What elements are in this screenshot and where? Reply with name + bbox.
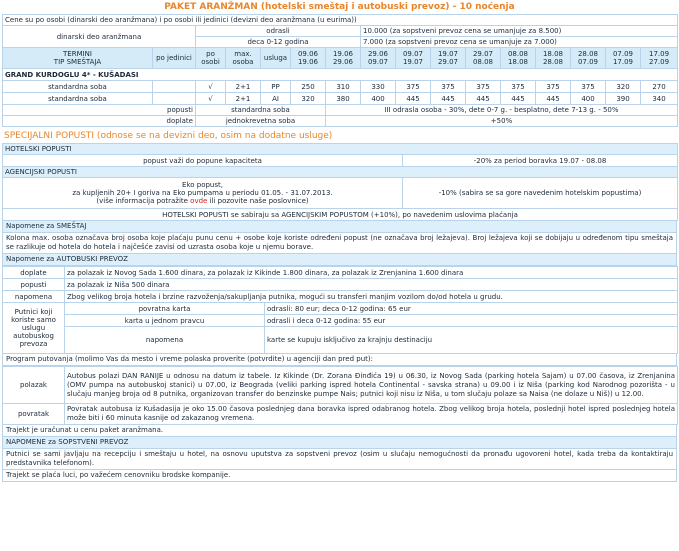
price-cell: 390	[606, 93, 641, 105]
date-from: 29.06	[367, 50, 389, 58]
date-to: 27.09	[648, 58, 670, 66]
date-from: 07.09	[612, 50, 634, 58]
room-jedinici	[153, 93, 196, 105]
room-type: standardna soba	[3, 93, 153, 105]
price-cell: 250	[291, 81, 326, 93]
date-col	[361, 48, 396, 69]
sopstveni-text: Putnici se sami javljaju na recepciju i smeštaju u hotel, na osnovu uputstva za sopstveni prevoz (osim u slučaju nemogućnosti da pronađu ugovoreni hotel, kada treba da kontaktiraju predstavnika telefonom).	[2, 449, 677, 470]
eko-info-a: (više informacija potražite	[96, 197, 191, 205]
intro-text: Cene su po osobi (dinarski deo aranžmana) i po osobi ili jedinici (devizni deo aranžmana (u eurima))	[3, 15, 678, 26]
jedan-label: karta u jednom pravcu	[65, 315, 265, 327]
agencijski-right: -10% (sabira se sa gore navedenim hotelskim popustima)	[403, 178, 678, 209]
date-col	[641, 48, 678, 69]
price-cell: 380	[326, 93, 361, 105]
date-from: 18.08	[542, 50, 564, 58]
price-cell: 320	[291, 93, 326, 105]
price-cell: 375	[431, 81, 466, 93]
price-cell: 375	[466, 81, 501, 93]
ovde-link[interactable]: ovde	[190, 197, 208, 205]
special-title: SPECIJALNI POPUSTI (odnose se na devizni deo, osim na dodatne usluge)	[4, 131, 333, 141]
polazak-text: Autobus polazi DAN RANIJE u odnosu na datum iz tabele. Iz Kikinde (Dr. Zorana Đinđića 19) u 06.30, iz Novog Sada (parking hotela Sajam) u 07.00 časova, iz Zrenjanina (OMV pumpa na autobuskoj stanici) u 07.00, iz Beograda (veliki parking ispred hotela Continental - savska strana) u 09.00 i iz Niša (parking kod Narodnog pozorišta - u slučaju manjeg broja od 8 putnika, organizovan transfer do benzinske pumpe Nais; putnici koji nisu iz Niša, u tom slučaju polaze sa Naisa (ne dolaze u Niš)) u 12.00.	[65, 367, 678, 404]
room-max: 2+1	[226, 93, 261, 105]
prevoz-doplate-text: za polazak iz Novog Sada 1.600 dinara, za polazak iz Kikinde 1.800 dinara, za polazak iz Zrenjanina 1.600 dinara	[65, 267, 678, 279]
date-to: 17.09	[612, 58, 634, 66]
prevoz-table	[2, 266, 678, 354]
date-from: 19.06	[332, 50, 354, 58]
povratak-label: povratak	[3, 404, 65, 425]
putnici-nap-label: napomena	[65, 327, 265, 354]
povratak-text: Povratak autobusa iz Kušadasija je oko 15.00 časova poslednjeg dana boravka ispred odabranog hotela. Zbog velikog broja hotela, poslednji hotel ispred poslednjeg hotela može biti i 60 minuta kasnije od zakazanog vremena.	[65, 404, 678, 425]
room-type: standardna soba	[3, 81, 153, 93]
hotel-name: GRAND KURDOGLU 4* - KUŠADASI	[3, 69, 678, 81]
date-to: 08.08	[472, 58, 494, 66]
date-col	[536, 48, 571, 69]
special-table	[2, 143, 678, 221]
price-cell: 400	[361, 93, 396, 105]
header-po-osobi: po osobi	[196, 48, 226, 69]
date-col	[431, 48, 466, 69]
date-from: 19.07	[437, 50, 459, 58]
price-cell: 445	[396, 93, 431, 105]
room-row-ai	[3, 93, 678, 105]
price-cell: 375	[501, 81, 536, 93]
date-from: 08.08	[507, 50, 529, 58]
date-from: 28.08	[577, 50, 599, 58]
date-col	[291, 48, 326, 69]
povratna-label: povratna karta	[65, 303, 265, 315]
eko-info	[5, 197, 400, 205]
tip-label: TIP SMEŠTAJA	[53, 58, 102, 66]
prevoz-doplate-label: doplate	[3, 267, 65, 279]
date-col	[466, 48, 501, 69]
popusti-label: popusti	[3, 105, 196, 116]
putnici-label: Putnici koji koriste samo uslugu autobuskog prevoza	[3, 303, 65, 354]
price-cell: 320	[606, 81, 641, 93]
date-to: 07.09	[577, 58, 599, 66]
price-text: 10.000 (za sopstveni prevoz cena se umanjuje za 8.500)	[361, 26, 678, 37]
date-from: 09.06	[297, 50, 319, 58]
price-text: 7.000 (za sopstveni prevoz cena se umanjuje za 7.000)	[361, 37, 678, 48]
price-cell: 330	[361, 81, 396, 93]
price-cell: 445	[501, 93, 536, 105]
price-cell: 400	[571, 93, 606, 105]
polazak-label: polazak	[3, 367, 65, 404]
date-col	[326, 48, 361, 69]
eko-title: Eko popust,	[182, 181, 223, 189]
date-col	[571, 48, 606, 69]
price-cell: 375	[571, 81, 606, 93]
program-text: Program putovanja (molimo Vas da mesto i vreme polaska proverite (potvrdite) u agenciji dan pred put):	[2, 354, 677, 366]
doplate-label: doplate	[3, 116, 196, 127]
hotelski-right: -20% za period boravka 19.07 - 08.08	[403, 155, 678, 167]
povratna-text: odrasli: 80 eur; deca 0-12 godina: 65 eur	[265, 303, 678, 315]
price-cell: 310	[326, 81, 361, 93]
room-osobi: √	[196, 93, 226, 105]
eko-info-c: ili pozovite naše poslovnice)	[207, 197, 309, 205]
price-cell: 340	[641, 93, 678, 105]
header-po-jedinici: po jedinici	[153, 48, 196, 69]
popusti-room: standardna soba	[196, 105, 326, 116]
prevoz-napomena-text: Zbog velikog broja hotela i brzine razvoženja/sakupljanja putnika, mogući su transferi manjim vozilom do/od hotela u grudu.	[65, 291, 678, 303]
dinarski-label: dinarski deo aranžmana	[3, 26, 196, 48]
sopstveni-label: NAPOMENE za SOPSTVENI PREVOZ	[2, 437, 677, 449]
price-cell: 445	[431, 93, 466, 105]
date-to: 29.06	[332, 58, 354, 66]
smestaj-text: Kolona max. osoba označava broj osoba koje plaćaju punu cenu + osobe koje koriste određeni popust (ne označava broj ležajeva). Broj ležajeva koji se dobijaju u određenom tipu smeštaja se razlikuje od hotela do hotela i najčešće zavisi od uzrasta osoba koje u njemu borave.	[2, 233, 677, 254]
agencijski-left	[3, 178, 403, 209]
sabira-text: HOTELSKI POPUSTI se sabiraju sa AGENCIJSKIM POPUSTOM (+10%), po navedenim uslovima plaćanja	[3, 209, 678, 221]
room-row-pp	[3, 81, 678, 93]
room-jedinici	[153, 81, 196, 93]
room-max: 2+1	[226, 81, 261, 93]
header-usluga: usluga	[261, 48, 291, 69]
price-cell: 445	[536, 93, 571, 105]
popusti-text: III odrasla osoba - 30%, dete 0-7 g. - besplatno, dete 7-13 g. - 50%	[326, 105, 678, 116]
doplate-room: jednokrevetna soba	[196, 116, 326, 127]
header-termini	[3, 48, 153, 69]
date-to: 19.06	[297, 58, 319, 66]
date-to: 18.08	[507, 58, 529, 66]
date-to: 19.07	[402, 58, 424, 66]
date-from: 09.07	[402, 50, 424, 58]
prevoz-napomena-label: napomena	[3, 291, 65, 303]
prevoz-popusti-label: popusti	[3, 279, 65, 291]
header-max-osoba: max. osoba	[226, 48, 261, 69]
prevoz-popusti-text: za polazak iz Niša 500 dinara	[65, 279, 678, 291]
date-from: 29.07	[472, 50, 494, 58]
jedan-text: odrasli i deca 0-12 godina: 55 eur	[265, 315, 678, 327]
putnici-nap-text: karte se kupuju isključivo za krajnju destinaciju	[265, 327, 678, 354]
room-osobi: √	[196, 81, 226, 93]
hotelski-label: HOTELSKI POPUSTI	[3, 144, 678, 155]
date-from: 17.09	[648, 50, 670, 58]
price-cell: 375	[396, 81, 431, 93]
agencijski-label: AGENCIJSKI POPUSTI	[3, 167, 678, 178]
offer-page	[2, 0, 677, 482]
room-usluga: PP	[261, 81, 291, 93]
trajekt-text: Trajekt je uračunat u cenu paket aranžmana.	[2, 425, 677, 437]
page-title: PAKET ARANŽMAN (hotelski smeštaj i autobuski prevoz) - 10 noćenja	[164, 2, 515, 12]
date-col	[396, 48, 431, 69]
price-who: odrasli	[196, 26, 361, 37]
date-to: 29.07	[437, 58, 459, 66]
doplate-text: +50%	[326, 116, 678, 127]
program-table	[2, 366, 678, 425]
hotelski-left: popust važi do popune kapaciteta	[3, 155, 403, 167]
price-who: deca 0-12 godina	[196, 37, 361, 48]
room-usluga: AI	[261, 93, 291, 105]
date-to: 09.07	[367, 58, 389, 66]
date-col	[501, 48, 536, 69]
price-cell: 375	[536, 81, 571, 93]
date-col	[606, 48, 641, 69]
eko-text: za kupljenih 20+ I goriva na Eko pumpama u periodu 01.05. - 31.07.2013.	[72, 189, 333, 197]
price-cell: 445	[466, 93, 501, 105]
price-table	[2, 14, 678, 127]
date-to: 28.08	[542, 58, 564, 66]
prevoz-label: Napomene za AUTOBUSKI PREVOZ	[2, 254, 677, 266]
smestaj-label: Napomene za SMEŠTAJ	[2, 221, 677, 233]
price-cell: 270	[641, 81, 678, 93]
termini-label: TERMINI	[63, 50, 92, 58]
trajekt2-text: Trajekt se plaća luci, po važećem cenovniku brodske kompanije.	[2, 470, 677, 482]
